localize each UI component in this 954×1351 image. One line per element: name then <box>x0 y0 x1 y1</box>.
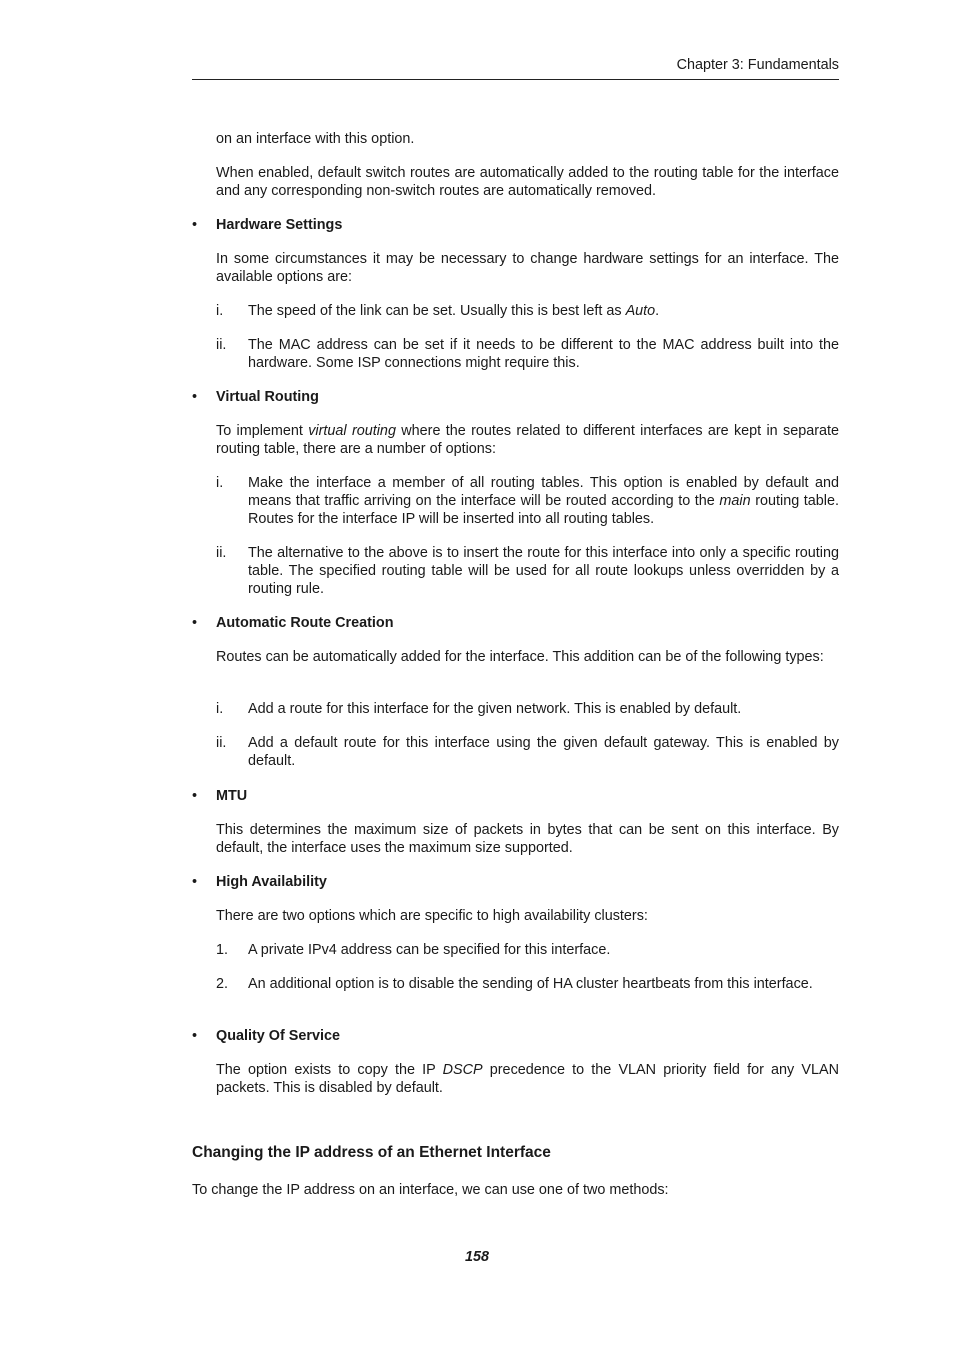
list-marker: ii. <box>216 337 227 353</box>
bullet-title: MTU <box>216 788 248 804</box>
hardware-description: In some circumstances it may be necessary to change hardware settings for an interface. The available options are: <box>216 251 839 285</box>
list-marker: ii. <box>216 735 227 751</box>
ha-description: There are two options which are specific to high availability clusters: <box>216 908 648 924</box>
list-item-text: The alternative to the above is to insert the route for this interface into only a specific routing table. The specified routing table will be used for all route lookups unless overridden by a routing rule. <box>248 545 839 597</box>
list-item-text: Add a default route for this interface using the given default gateway. This is enabled by default. <box>248 735 839 769</box>
bullet-title: High Availability <box>216 874 327 890</box>
bullet-icon: • <box>192 788 198 804</box>
bullet-icon: • <box>192 217 198 233</box>
qos-description: The option exists to copy the IP DSCP precedence to the VLAN priority field for any VLAN packets. This is disabled by default. <box>216 1062 839 1096</box>
page-number: 158 <box>464 1249 489 1265</box>
list-item-text: Make the interface a member of all routing tables. This option is enabled by default and means that traffic arriving on the interface will be routed according to the main routing table. Routes for the interface IP will be inserted into all routing tables. <box>248 475 839 527</box>
list-marker: 1. <box>216 942 229 958</box>
intro-line: on an interface with this option. <box>216 131 415 147</box>
list-item-text: An additional option is to disable the sending of HA cluster heartbeats from this interface. <box>248 976 813 992</box>
section-heading: Changing the IP address of an Ethernet Interface <box>192 1144 551 1161</box>
list-marker: i. <box>216 303 224 319</box>
bullet-icon: • <box>192 615 198 631</box>
list-marker: i. <box>216 701 224 717</box>
bullet-title: Hardware Settings <box>216 217 343 233</box>
section-text: To change the IP address on an interface, we can use one of two methods: <box>192 1182 669 1198</box>
bullet-icon: • <box>192 874 198 890</box>
mtu-description: This determines the maximum size of packets in bytes that can be sent on this interface. By default, the interface uses the maximum size supported. <box>216 822 839 856</box>
bullet-title: Quality Of Service <box>216 1028 340 1044</box>
bullet-icon: • <box>192 389 198 405</box>
auto-route-description: Routes can be automatically added for the interface. This addition can be of the following types: <box>216 649 824 665</box>
list-item-text: The speed of the link can be set. Usually this is best left as Auto. <box>248 303 660 319</box>
bullet-title: Virtual Routing <box>216 389 319 405</box>
list-item-text: The MAC address can be set if it needs to be different to the MAC address built into the hardware. Some ISP connections might require this. <box>248 337 839 371</box>
bullet-title: Automatic Route Creation <box>216 615 394 631</box>
list-item-text: A private IPv4 address can be specified for this interface. <box>248 942 611 958</box>
virtual-routing-description: To implement virtual routing where the routes related to different interfaces are kept in separate routing table, there are a number of options: <box>216 423 840 457</box>
list-item-text: Add a route for this interface for the given network. This is enabled by default. <box>248 701 742 717</box>
list-marker: ii. <box>216 545 227 561</box>
list-marker: 2. <box>216 976 229 992</box>
list-marker: i. <box>216 475 224 491</box>
bullet-icon: • <box>192 1028 198 1044</box>
running-header <box>192 56 839 80</box>
chapter-title: Chapter 3: Fundamentals <box>676 57 839 73</box>
intro-paragraph: When enabled, default switch routes are automatically added to the routing table for the interface and any corresponding non-switch routes are automatically removed. <box>216 165 839 199</box>
